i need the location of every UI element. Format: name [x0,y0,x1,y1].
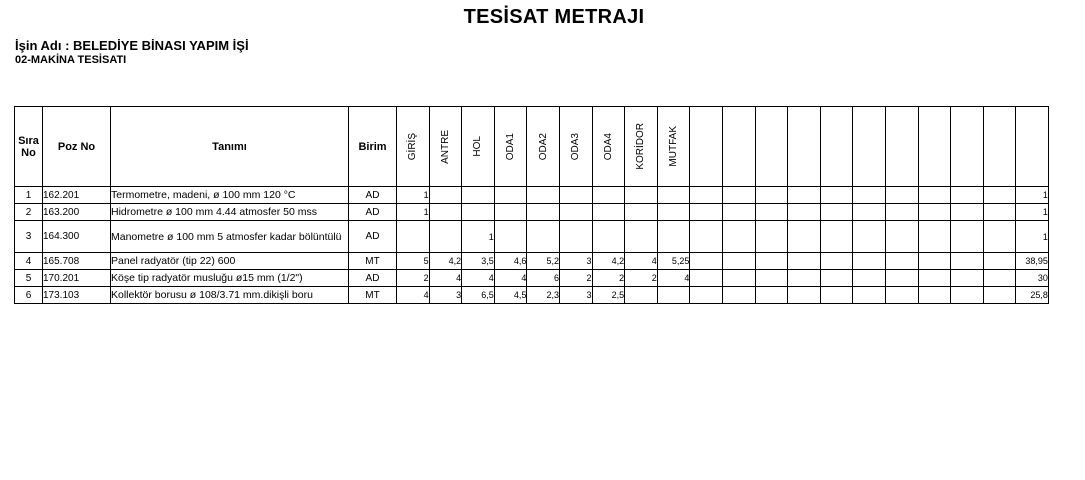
cell-quantity [397,221,430,253]
cell-quantity [983,253,1016,270]
cell-quantity [853,287,886,304]
cell-quantity [462,204,495,221]
cell-sira: 6 [15,287,43,304]
col-header-room [429,107,462,187]
cell-quantity [853,204,886,221]
cell-quantity [853,253,886,270]
cell-quantity [951,221,984,253]
cell-quantity [429,221,462,253]
cell-quantity [657,221,690,253]
cell-quantity [820,221,853,253]
cell-quantity [722,187,755,204]
cell-quantity [853,270,886,287]
cell-quantity: 3 [559,253,592,270]
room-label: ANTRE [439,129,451,164]
cell-quantity [885,287,918,304]
cell-quantity [690,253,723,270]
cell-birim: MT [349,287,397,304]
col-header-room [788,107,821,187]
col-header-room [951,107,984,187]
cell-quantity [788,253,821,270]
room-label: KORİDOR [635,123,647,170]
document-title: TESİSAT METRAJI [463,6,645,28]
cell-quantity [429,187,462,204]
room-label: MUTFAK [668,126,680,167]
cell-quantity: 5,25 [657,253,690,270]
table-row [15,187,1049,204]
table-row [15,253,1049,270]
cell-quantity: 5 [397,253,430,270]
cell-quantity: 2 [559,270,592,287]
cell-quantity: 3 [559,287,592,304]
table-row [15,204,1049,221]
col-header-tanim: Tanımı [111,107,349,187]
cell-quantity: 4 [657,270,690,287]
cell-quantity [722,287,755,304]
cell-sira: 5 [15,270,43,287]
cell-quantity [918,221,951,253]
col-header-room [983,107,1016,187]
col-header-sira: Sıra No [15,107,43,187]
cell-sira: 3 [15,221,43,253]
cell-quantity [983,204,1016,221]
cell-quantity [559,204,592,221]
col-header-room [559,107,592,187]
cell-quantity [788,270,821,287]
room-label: ODA1 [505,132,517,161]
cell-quantity: 1 [462,221,495,253]
cell-quantity [690,221,723,253]
cell-quantity [755,221,788,253]
col-header-room [657,107,690,187]
cell-quantity: 4,2 [429,253,462,270]
cell-poz: 164.300 [43,221,111,253]
job-name: İşin Adı : BELEDİYE BİNASI YAPIM İŞİ [15,38,249,53]
cell-quantity [462,187,495,204]
cell-quantity: 3,5 [462,253,495,270]
cell-quantity [983,270,1016,287]
cell-birim: AD [349,204,397,221]
cell-quantity [885,187,918,204]
col-header-room [853,107,886,187]
cell-tanim: Köşe tip radyatör musluğu ø15 mm (1/2") [111,270,349,287]
cell-quantity [885,270,918,287]
cell-total: 1 [1016,204,1049,221]
cell-quantity [494,187,527,204]
cell-quantity [657,187,690,204]
col-header-birim: Birim [349,107,397,187]
cell-quantity [527,204,560,221]
cell-quantity: 2,5 [592,287,625,304]
cell-quantity [690,287,723,304]
cell-poz: 163.200 [43,204,111,221]
cell-quantity: 2,3 [527,287,560,304]
cell-quantity [885,221,918,253]
cell-sira: 1 [15,187,43,204]
cell-quantity [625,187,658,204]
cell-quantity [755,287,788,304]
room-label: ODA4 [602,132,614,161]
table-row [15,221,1049,253]
cell-quantity [885,204,918,221]
cell-poz: 162.201 [43,187,111,204]
cell-birim: AD [349,270,397,287]
col-header-room [625,107,658,187]
cell-quantity [755,253,788,270]
cell-quantity: 4,5 [494,287,527,304]
col-header-room [527,107,560,187]
cell-quantity [918,270,951,287]
cell-birim: AD [349,187,397,204]
cell-quantity [527,187,560,204]
cell-tanim: Manometre ø 100 mm 5 atmosfer kadar bölüntülü [111,221,349,253]
cell-quantity [788,204,821,221]
cell-quantity [951,270,984,287]
cell-quantity [885,253,918,270]
cell-quantity [527,221,560,253]
room-label: HOL [472,136,484,157]
cell-quantity [559,187,592,204]
cell-quantity [429,204,462,221]
cell-quantity [657,287,690,304]
cell-total: 30 [1016,270,1049,287]
cell-quantity [918,187,951,204]
cell-quantity [820,253,853,270]
cell-quantity [755,204,788,221]
section-name: 02-MAKİNA TESİSATI [15,54,127,66]
cell-quantity: 4 [494,270,527,287]
cell-quantity [983,287,1016,304]
cell-tanim: Kollektör borusu ø 108/3.71 mm.dikişli boru [111,287,349,304]
cell-quantity [690,204,723,221]
cell-quantity [820,270,853,287]
cell-quantity [690,270,723,287]
cell-quantity [494,221,527,253]
cell-quantity [918,287,951,304]
metraj-table [14,106,1049,304]
cell-poz: 170.201 [43,270,111,287]
cell-quantity [592,204,625,221]
cell-quantity [722,221,755,253]
cell-quantity [722,204,755,221]
cell-quantity: 1 [397,187,430,204]
col-header-room [690,107,723,187]
room-label: GİRİŞ [407,132,419,161]
cell-quantity [722,253,755,270]
cell-quantity [951,204,984,221]
cell-tanim: Termometre, madeni, ø 100 mm 120 °C [111,187,349,204]
col-header-room [592,107,625,187]
col-header-room [820,107,853,187]
cell-quantity [983,221,1016,253]
cell-quantity: 2 [592,270,625,287]
cell-poz: 173.103 [43,287,111,304]
table-row [15,270,1049,287]
cell-quantity [918,253,951,270]
cell-sira: 2 [15,204,43,221]
cell-quantity: 4 [429,270,462,287]
col-header-room [918,107,951,187]
cell-quantity [951,187,984,204]
cell-tanim: Panel radyatör (tip 22) 600 [111,253,349,270]
cell-sira: 4 [15,253,43,270]
cell-poz: 165.708 [43,253,111,270]
col-header-room [722,107,755,187]
cell-quantity: 2 [625,270,658,287]
cell-quantity [853,221,886,253]
cell-quantity: 4 [462,270,495,287]
cell-quantity: 4 [625,253,658,270]
cell-quantity [657,204,690,221]
cell-total: 1 [1016,221,1049,253]
cell-quantity [592,187,625,204]
cell-tanim: Hidrometre ø 100 mm 4.44 atmosfer 50 mss [111,204,349,221]
cell-quantity [625,204,658,221]
col-header-room [885,107,918,187]
cell-quantity: 4,6 [494,253,527,270]
cell-quantity [820,287,853,304]
room-label: ODA2 [537,132,549,161]
cell-quantity [494,204,527,221]
cell-quantity [951,253,984,270]
col-header-room [462,107,495,187]
cell-quantity: 1 [397,204,430,221]
cell-quantity [755,270,788,287]
cell-quantity [690,187,723,204]
col-header-poz: Poz No [43,107,111,187]
cell-quantity [951,287,984,304]
cell-quantity: 2 [397,270,430,287]
cell-quantity [918,204,951,221]
col-header-room [397,107,430,187]
col-header-room [1016,107,1049,187]
cell-total: 1 [1016,187,1049,204]
cell-quantity [592,221,625,253]
cell-quantity: 6 [527,270,560,287]
cell-quantity [820,187,853,204]
cell-quantity [722,270,755,287]
cell-quantity: 4 [397,287,430,304]
cell-total: 25,8 [1016,287,1049,304]
col-header-room [494,107,527,187]
cell-quantity [625,287,658,304]
cell-quantity [559,221,592,253]
cell-quantity: 3 [429,287,462,304]
cell-quantity: 4,2 [592,253,625,270]
cell-quantity [755,187,788,204]
cell-quantity [788,187,821,204]
cell-quantity: 6,5 [462,287,495,304]
col-header-room [755,107,788,187]
cell-quantity [820,204,853,221]
header-row [15,107,1049,187]
cell-quantity [853,187,886,204]
room-label: ODA3 [570,132,582,161]
cell-quantity: 5,2 [527,253,560,270]
cell-quantity [788,287,821,304]
cell-total: 38,95 [1016,253,1049,270]
cell-birim: AD [349,221,397,253]
cell-quantity [625,221,658,253]
cell-quantity [983,187,1016,204]
cell-quantity [788,221,821,253]
table-row [15,287,1049,304]
cell-birim: MT [349,253,397,270]
